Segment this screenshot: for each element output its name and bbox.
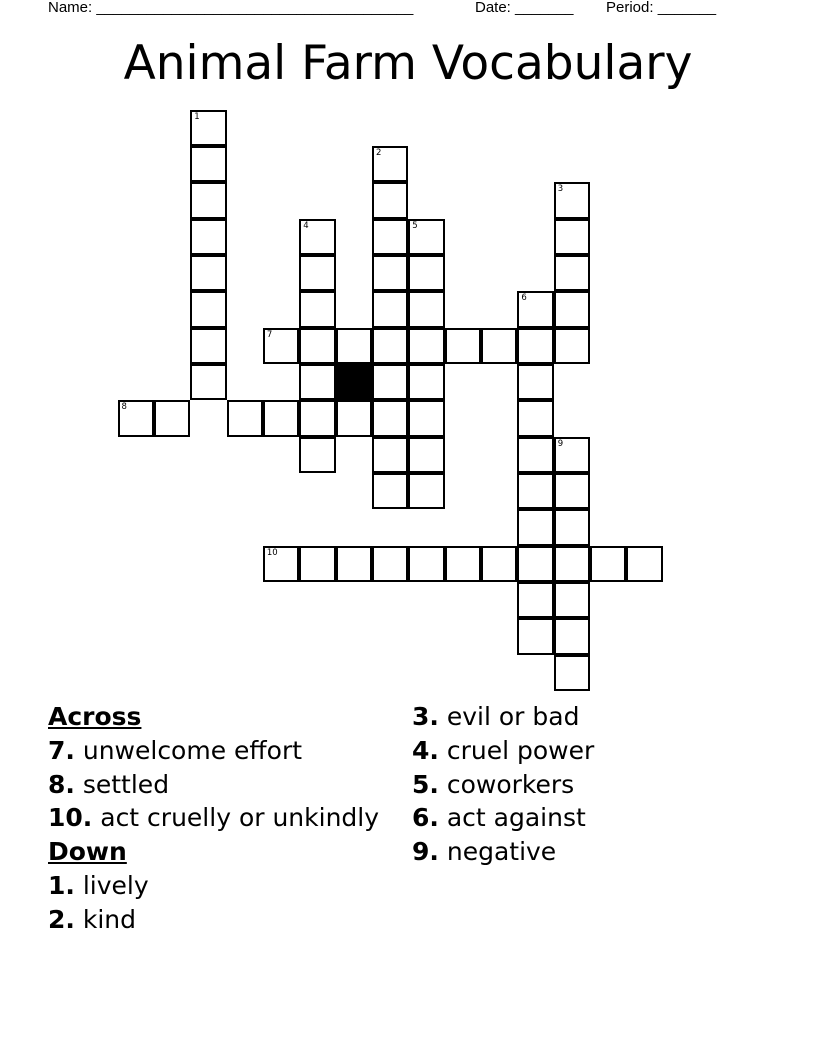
grid-cell[interactable] bbox=[263, 328, 299, 364]
grid-cell[interactable] bbox=[408, 255, 444, 291]
grid-cell[interactable] bbox=[299, 437, 335, 473]
grid-cell[interactable] bbox=[408, 546, 444, 582]
clue-item-text: evil or bad bbox=[438, 702, 580, 731]
grid-cell[interactable] bbox=[408, 219, 444, 255]
grid-cell[interactable] bbox=[190, 219, 226, 255]
clue-item-number: 9. bbox=[412, 837, 439, 867]
grid-cell[interactable] bbox=[481, 546, 517, 582]
clue-number: 5 bbox=[412, 220, 418, 231]
grid-cell[interactable] bbox=[118, 400, 154, 436]
grid-cell[interactable] bbox=[299, 400, 335, 436]
grid-cell[interactable] bbox=[554, 582, 590, 618]
grid-cell[interactable] bbox=[372, 146, 408, 182]
shaded-cell bbox=[336, 364, 372, 400]
clue-number: 9 bbox=[557, 438, 564, 449]
grid-cell[interactable] bbox=[372, 219, 408, 255]
grid-cell[interactable] bbox=[590, 546, 626, 582]
clue-item bbox=[412, 734, 594, 768]
clue-item bbox=[412, 801, 594, 835]
across-heading: Across bbox=[48, 702, 142, 731]
grid-cell[interactable] bbox=[445, 328, 481, 364]
grid-cell[interactable] bbox=[408, 364, 444, 400]
grid-cell[interactable] bbox=[554, 437, 590, 473]
clue-item bbox=[48, 801, 379, 835]
grid-cell[interactable] bbox=[517, 437, 553, 473]
grid-cell[interactable] bbox=[554, 182, 590, 218]
grid-cell[interactable] bbox=[336, 400, 372, 436]
grid-cell[interactable] bbox=[554, 255, 590, 291]
grid-cell[interactable] bbox=[372, 473, 408, 509]
grid-cell[interactable] bbox=[299, 255, 335, 291]
clue-number: 1 bbox=[194, 111, 200, 122]
grid-cell[interactable] bbox=[517, 328, 553, 364]
clue-item-number: 2. bbox=[48, 904, 75, 934]
grid-cell[interactable] bbox=[299, 364, 335, 400]
clue-item-text: negative bbox=[438, 837, 557, 867]
grid-cell[interactable] bbox=[517, 291, 553, 327]
grid-cell[interactable] bbox=[263, 546, 299, 582]
grid-cell[interactable] bbox=[554, 655, 590, 691]
grid-cell[interactable] bbox=[554, 219, 590, 255]
grid-cell[interactable] bbox=[517, 473, 553, 509]
grid-cell[interactable] bbox=[190, 291, 226, 327]
grid-cell[interactable] bbox=[408, 291, 444, 327]
grid-cell[interactable] bbox=[227, 400, 263, 436]
grid-cell[interactable] bbox=[372, 328, 408, 364]
grid-cell[interactable] bbox=[190, 146, 226, 182]
grid-cell[interactable] bbox=[554, 509, 590, 545]
clue-number: 6 bbox=[521, 293, 527, 304]
grid-cell[interactable] bbox=[554, 618, 590, 654]
clue-item-text: cruel power bbox=[438, 735, 595, 765]
grid-cell[interactable] bbox=[336, 546, 372, 582]
period-field[interactable]: Period: _______ bbox=[606, 0, 717, 16]
clue-item-text: unwelcome effort bbox=[74, 735, 303, 765]
grid-cell[interactable] bbox=[190, 328, 226, 364]
grid-cell[interactable] bbox=[408, 400, 444, 436]
grid-cell[interactable] bbox=[372, 291, 408, 327]
clue-item-text: kind bbox=[74, 904, 136, 934]
clue-item bbox=[412, 768, 594, 802]
clue-item-number: 8. bbox=[48, 769, 75, 799]
date-field[interactable]: Date: _______ bbox=[475, 0, 574, 16]
clue-item bbox=[48, 903, 379, 937]
clue-item bbox=[412, 700, 594, 734]
grid-cell[interactable] bbox=[554, 291, 590, 327]
clue-item-text: lively bbox=[74, 870, 149, 900]
grid-cell[interactable] bbox=[263, 400, 299, 436]
grid-cell[interactable] bbox=[190, 364, 226, 400]
clue-item bbox=[48, 869, 379, 903]
clue-item-number: 3. bbox=[412, 702, 439, 731]
clue-item bbox=[48, 768, 379, 802]
grid-cell[interactable] bbox=[517, 400, 553, 436]
grid-cell[interactable] bbox=[299, 546, 335, 582]
clue-item-text: act cruelly or unkindly bbox=[92, 803, 380, 833]
grid-cell[interactable] bbox=[299, 291, 335, 327]
clue-number: 3 bbox=[557, 184, 564, 195]
clues-right-column bbox=[412, 700, 594, 869]
clue-item bbox=[48, 734, 379, 768]
grid-cell[interactable] bbox=[299, 328, 335, 364]
clue-item bbox=[412, 835, 594, 869]
grid-cell[interactable] bbox=[517, 546, 553, 582]
page-title: Animal Farm Vocabulary bbox=[123, 36, 693, 91]
grid-cell[interactable] bbox=[517, 364, 553, 400]
grid-cell[interactable] bbox=[190, 182, 226, 218]
clues-left-column bbox=[48, 700, 379, 937]
down-heading: Down bbox=[48, 837, 127, 867]
grid-cell[interactable] bbox=[190, 255, 226, 291]
grid-cell[interactable] bbox=[154, 400, 190, 436]
grid-cell[interactable] bbox=[372, 255, 408, 291]
grid-cell[interactable] bbox=[372, 400, 408, 436]
clue-number: 8 bbox=[121, 402, 127, 413]
clue-number: 10 bbox=[266, 547, 278, 558]
grid-cell[interactable] bbox=[408, 473, 444, 509]
grid-cell[interactable] bbox=[336, 328, 372, 364]
clue-item-text: coworkers bbox=[438, 769, 575, 799]
grid-cell[interactable] bbox=[445, 546, 481, 582]
grid-cell[interactable] bbox=[517, 582, 553, 618]
grid-cell[interactable] bbox=[554, 546, 590, 582]
clue-item-number: 6. bbox=[412, 803, 439, 833]
clue-item-number: 4. bbox=[412, 735, 439, 765]
grid-cell[interactable] bbox=[626, 546, 662, 582]
grid-cell[interactable] bbox=[554, 328, 590, 364]
clue-number: 2 bbox=[375, 147, 382, 158]
grid-cell[interactable] bbox=[408, 328, 444, 364]
grid-cell[interactable] bbox=[190, 110, 226, 146]
clue-number: 4 bbox=[303, 220, 309, 231]
grid-cell[interactable] bbox=[372, 364, 408, 400]
clue-item-number: 7. bbox=[48, 735, 75, 765]
grid-cell[interactable] bbox=[372, 437, 408, 473]
grid-cell[interactable] bbox=[299, 219, 335, 255]
clue-item-text: settled bbox=[74, 769, 170, 799]
grid-cell[interactable] bbox=[408, 437, 444, 473]
clue-item-text: act against bbox=[438, 803, 586, 833]
grid-cell[interactable] bbox=[517, 509, 553, 545]
grid-cell[interactable] bbox=[481, 328, 517, 364]
clue-number: 7 bbox=[266, 329, 273, 340]
clue-item-number: 1. bbox=[48, 870, 75, 900]
name-field[interactable]: Name: ______________________________________ bbox=[48, 0, 414, 16]
clue-item-number: 10. bbox=[48, 803, 93, 833]
grid-cell[interactable] bbox=[517, 618, 553, 654]
grid-cell[interactable] bbox=[554, 473, 590, 509]
clue-item-number: 5. bbox=[412, 769, 439, 799]
grid-cell[interactable] bbox=[372, 182, 408, 218]
grid-cell[interactable] bbox=[372, 546, 408, 582]
